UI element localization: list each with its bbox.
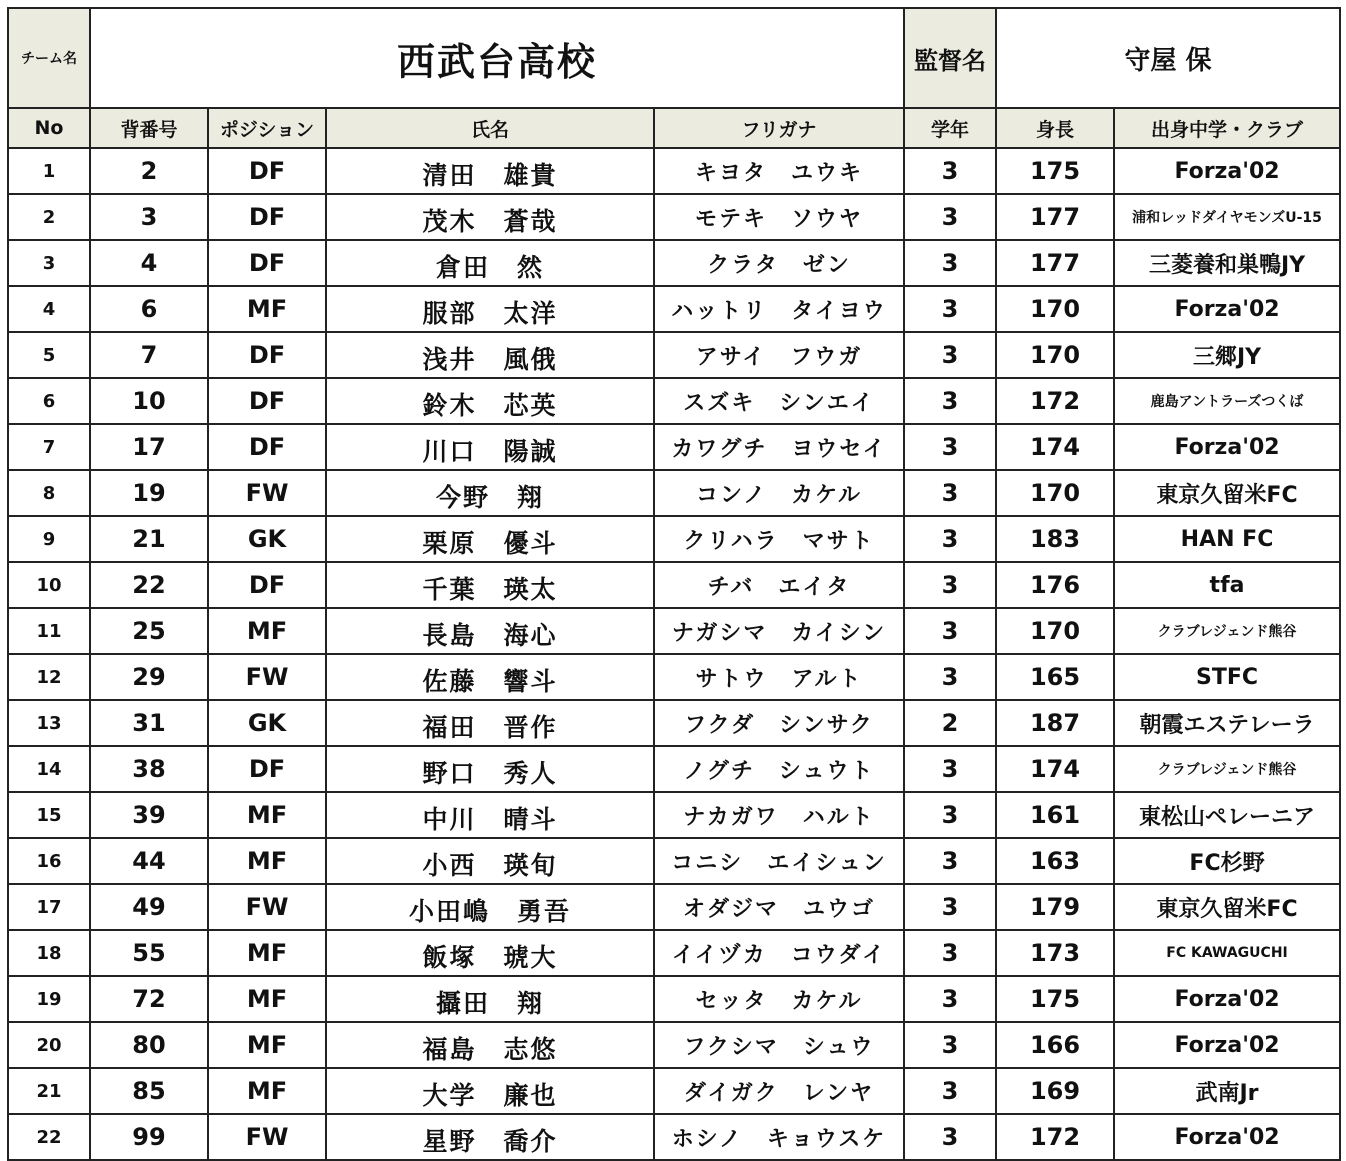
player-grade: 3 — [904, 654, 996, 700]
player-kana: クリハラ マサト — [654, 516, 904, 562]
player-club: 朝霞エステレーラ — [1114, 700, 1340, 746]
player-no: 22 — [8, 1114, 90, 1160]
player-no: 21 — [8, 1068, 90, 1114]
player-no: 3 — [8, 240, 90, 286]
player-height: 176 — [996, 562, 1114, 608]
player-name: 服部 太洋 — [326, 286, 654, 332]
player-position: GK — [208, 700, 326, 746]
player-grade: 3 — [904, 930, 996, 976]
player-height: 170 — [996, 332, 1114, 378]
player-number: 21 — [90, 516, 208, 562]
player-row — [8, 654, 1340, 700]
player-grade: 3 — [904, 240, 996, 286]
team-name-label: チーム名 — [8, 8, 90, 108]
player-row — [8, 562, 1340, 608]
player-no: 19 — [8, 976, 90, 1022]
player-club: クラブレジェンド熊谷 — [1114, 608, 1340, 654]
player-row — [8, 286, 1340, 332]
player-kana: モテキ ソウヤ — [654, 194, 904, 240]
player-position: MF — [208, 1022, 326, 1068]
player-position: DF — [208, 332, 326, 378]
player-position: DF — [208, 240, 326, 286]
col-header-kana: フリガナ — [654, 108, 904, 148]
player-kana: ハットリ タイヨウ — [654, 286, 904, 332]
player-number: 6 — [90, 286, 208, 332]
player-height: 177 — [996, 240, 1114, 286]
player-club: 武南Jr — [1114, 1068, 1340, 1114]
player-height: 173 — [996, 930, 1114, 976]
player-kana: クラタ ゼン — [654, 240, 904, 286]
player-position: MF — [208, 608, 326, 654]
team-name: 西武台高校 — [90, 8, 904, 108]
column-header-row — [8, 108, 1340, 148]
player-number: 80 — [90, 1022, 208, 1068]
player-number: 17 — [90, 424, 208, 470]
player-kana: ナガシマ カイシン — [654, 608, 904, 654]
player-grade: 3 — [904, 562, 996, 608]
player-no: 5 — [8, 332, 90, 378]
player-position: FW — [208, 1114, 326, 1160]
player-club: Forza'02 — [1114, 976, 1340, 1022]
col-header-club: 出身中学・クラブ — [1114, 108, 1340, 148]
player-no: 12 — [8, 654, 90, 700]
player-row — [8, 884, 1340, 930]
player-row — [8, 1114, 1340, 1160]
player-kana: キヨタ ユウキ — [654, 148, 904, 194]
player-height: 174 — [996, 746, 1114, 792]
player-club: tfa — [1114, 562, 1340, 608]
player-grade: 3 — [904, 1114, 996, 1160]
player-no: 16 — [8, 838, 90, 884]
player-no: 4 — [8, 286, 90, 332]
player-grade: 3 — [904, 608, 996, 654]
player-no: 17 — [8, 884, 90, 930]
player-club: FC杉野 — [1114, 838, 1340, 884]
roster-table — [7, 7, 1341, 1161]
player-name: 福島 志悠 — [326, 1022, 654, 1068]
player-position: DF — [208, 194, 326, 240]
player-club: FC KAWAGUCHI — [1114, 930, 1340, 976]
player-name: 小田嶋 勇吾 — [326, 884, 654, 930]
player-position: DF — [208, 746, 326, 792]
player-kana: チバ エイタ — [654, 562, 904, 608]
player-number: 39 — [90, 792, 208, 838]
player-name: 倉田 然 — [326, 240, 654, 286]
player-name: 中川 晴斗 — [326, 792, 654, 838]
player-kana: ホシノ キョウスケ — [654, 1114, 904, 1160]
player-height: 161 — [996, 792, 1114, 838]
player-club: Forza'02 — [1114, 148, 1340, 194]
player-no: 10 — [8, 562, 90, 608]
player-club: STFC — [1114, 654, 1340, 700]
player-kana: セッタ カケル — [654, 976, 904, 1022]
player-number: 2 — [90, 148, 208, 194]
player-grade: 3 — [904, 194, 996, 240]
player-grade: 3 — [904, 792, 996, 838]
player-height: 170 — [996, 286, 1114, 332]
player-no: 14 — [8, 746, 90, 792]
player-position: MF — [208, 838, 326, 884]
player-club: Forza'02 — [1114, 286, 1340, 332]
player-grade: 3 — [904, 838, 996, 884]
player-grade: 3 — [904, 148, 996, 194]
player-name: 福田 晋作 — [326, 700, 654, 746]
player-no: 18 — [8, 930, 90, 976]
player-number: 55 — [90, 930, 208, 976]
player-kana: イイヅカ コウダイ — [654, 930, 904, 976]
player-name: 茂木 蒼哉 — [326, 194, 654, 240]
player-no: 1 — [8, 148, 90, 194]
player-row — [8, 424, 1340, 470]
player-number: 25 — [90, 608, 208, 654]
player-row — [8, 378, 1340, 424]
player-row — [8, 608, 1340, 654]
player-name: 小西 瑛旬 — [326, 838, 654, 884]
player-number: 3 — [90, 194, 208, 240]
col-header-no: No — [8, 108, 90, 148]
player-kana: アサイ フウガ — [654, 332, 904, 378]
player-grade: 3 — [904, 470, 996, 516]
col-header-grade: 学年 — [904, 108, 996, 148]
player-position: DF — [208, 378, 326, 424]
player-kana: ナカガワ ハルト — [654, 792, 904, 838]
player-no: 7 — [8, 424, 90, 470]
player-name: 浅井 風俄 — [326, 332, 654, 378]
player-position: MF — [208, 976, 326, 1022]
player-grade: 3 — [904, 1068, 996, 1114]
player-position: DF — [208, 424, 326, 470]
player-number: 10 — [90, 378, 208, 424]
col-header-name: 氏名 — [326, 108, 654, 148]
player-height: 170 — [996, 470, 1114, 516]
player-club: 鹿島アントラーズつくば — [1114, 378, 1340, 424]
player-club: 三郷JY — [1114, 332, 1340, 378]
player-kana: ダイガク レンヤ — [654, 1068, 904, 1114]
player-number: 19 — [90, 470, 208, 516]
player-height: 172 — [996, 378, 1114, 424]
player-club: Forza'02 — [1114, 1114, 1340, 1160]
player-row — [8, 1022, 1340, 1068]
player-position: DF — [208, 148, 326, 194]
player-row — [8, 148, 1340, 194]
player-height: 165 — [996, 654, 1114, 700]
player-name: 飯塚 琥大 — [326, 930, 654, 976]
player-row — [8, 470, 1340, 516]
player-position: MF — [208, 1068, 326, 1114]
player-club: Forza'02 — [1114, 424, 1340, 470]
player-number: 85 — [90, 1068, 208, 1114]
player-name: 清田 雄貴 — [326, 148, 654, 194]
player-name: 川口 陽誠 — [326, 424, 654, 470]
player-number: 4 — [90, 240, 208, 286]
player-number: 99 — [90, 1114, 208, 1160]
player-row — [8, 516, 1340, 562]
player-row — [8, 332, 1340, 378]
player-position: MF — [208, 286, 326, 332]
player-name: 鈴木 芯英 — [326, 378, 654, 424]
player-kana: フクダ シンサク — [654, 700, 904, 746]
player-name: 攝田 翔 — [326, 976, 654, 1022]
player-position: MF — [208, 792, 326, 838]
player-club: クラブレジェンド熊谷 — [1114, 746, 1340, 792]
player-number: 29 — [90, 654, 208, 700]
player-number: 72 — [90, 976, 208, 1022]
player-rows — [8, 148, 1340, 1160]
player-number: 22 — [90, 562, 208, 608]
player-row — [8, 930, 1340, 976]
player-row — [8, 240, 1340, 286]
player-grade: 2 — [904, 700, 996, 746]
player-name: 今野 翔 — [326, 470, 654, 516]
player-height: 175 — [996, 148, 1114, 194]
player-grade: 3 — [904, 332, 996, 378]
player-no: 8 — [8, 470, 90, 516]
player-name: 栗原 優斗 — [326, 516, 654, 562]
player-no: 2 — [8, 194, 90, 240]
player-name: 長島 海心 — [326, 608, 654, 654]
player-kana: スズキ シンエイ — [654, 378, 904, 424]
player-height: 169 — [996, 1068, 1114, 1114]
player-row — [8, 194, 1340, 240]
player-row — [8, 792, 1340, 838]
player-name: 千葉 瑛太 — [326, 562, 654, 608]
player-number: 38 — [90, 746, 208, 792]
player-kana: カワグチ ヨウセイ — [654, 424, 904, 470]
player-club: 東京久留米FC — [1114, 884, 1340, 930]
player-kana: フクシマ シュウ — [654, 1022, 904, 1068]
player-row — [8, 838, 1340, 884]
coach-name: 守屋 保 — [996, 8, 1340, 108]
player-grade: 3 — [904, 976, 996, 1022]
player-grade: 3 — [904, 378, 996, 424]
player-row — [8, 1068, 1340, 1114]
player-position: GK — [208, 516, 326, 562]
player-club: Forza'02 — [1114, 1022, 1340, 1068]
player-row — [8, 700, 1340, 746]
player-no: 9 — [8, 516, 90, 562]
player-club: HAN FC — [1114, 516, 1340, 562]
player-name: 佐藤 響斗 — [326, 654, 654, 700]
player-name: 大学 廉也 — [326, 1068, 654, 1114]
player-height: 170 — [996, 608, 1114, 654]
player-height: 187 — [996, 700, 1114, 746]
player-height: 179 — [996, 884, 1114, 930]
team-header-row — [8, 8, 1340, 108]
player-position: FW — [208, 884, 326, 930]
player-kana: コンノ カケル — [654, 470, 904, 516]
player-no: 6 — [8, 378, 90, 424]
player-height: 172 — [996, 1114, 1114, 1160]
player-height: 175 — [996, 976, 1114, 1022]
player-row — [8, 976, 1340, 1022]
player-club: 浦和レッドダイヤモンズU-15 — [1114, 194, 1340, 240]
player-height: 177 — [996, 194, 1114, 240]
player-no: 15 — [8, 792, 90, 838]
player-kana: サトウ アルト — [654, 654, 904, 700]
player-name: 野口 秀人 — [326, 746, 654, 792]
player-club: 東京久留米FC — [1114, 470, 1340, 516]
player-kana: コニシ エイシュン — [654, 838, 904, 884]
player-name: 星野 喬介 — [326, 1114, 654, 1160]
player-no: 13 — [8, 700, 90, 746]
col-header-number: 背番号 — [90, 108, 208, 148]
player-no: 20 — [8, 1022, 90, 1068]
player-row — [8, 746, 1340, 792]
player-club: 三菱養和巣鴨JY — [1114, 240, 1340, 286]
col-header-height: 身長 — [996, 108, 1114, 148]
player-position: DF — [208, 562, 326, 608]
player-height: 166 — [996, 1022, 1114, 1068]
player-grade: 3 — [904, 746, 996, 792]
player-kana: オダジマ ユウゴ — [654, 884, 904, 930]
player-number: 31 — [90, 700, 208, 746]
player-height: 183 — [996, 516, 1114, 562]
player-grade: 3 — [904, 884, 996, 930]
player-grade: 3 — [904, 516, 996, 562]
player-number: 49 — [90, 884, 208, 930]
player-grade: 3 — [904, 424, 996, 470]
player-number: 7 — [90, 332, 208, 378]
player-number: 44 — [90, 838, 208, 884]
player-no: 11 — [8, 608, 90, 654]
player-height: 163 — [996, 838, 1114, 884]
player-position: FW — [208, 654, 326, 700]
player-position: MF — [208, 930, 326, 976]
player-grade: 3 — [904, 1022, 996, 1068]
coach-name-label: 監督名 — [904, 8, 996, 108]
player-height: 174 — [996, 424, 1114, 470]
player-kana: ノグチ シュウト — [654, 746, 904, 792]
col-header-position: ポジション — [208, 108, 326, 148]
player-grade: 3 — [904, 286, 996, 332]
player-position: FW — [208, 470, 326, 516]
player-club: 東松山ペレーニア — [1114, 792, 1340, 838]
